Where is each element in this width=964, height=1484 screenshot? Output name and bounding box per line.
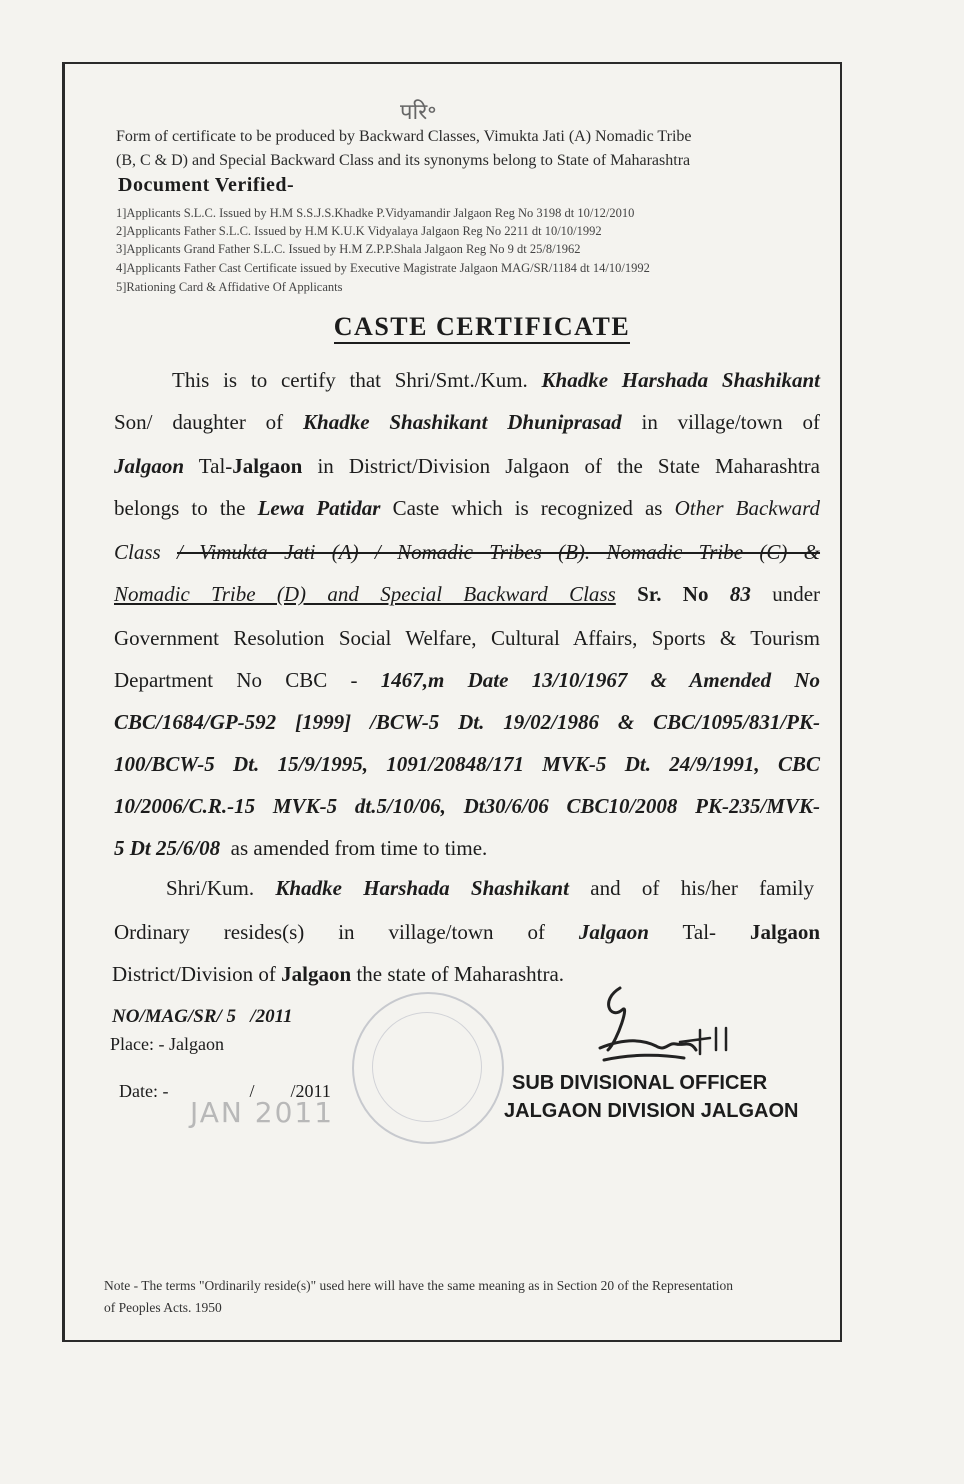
form-line-2: (B, C & D) and Special Backward Class and its synonyms belong to State of Maharashtra <box>116 152 691 169</box>
footnote-line-1: Note - The terms "Ordinarily reside(s)" used here will have the same meaning as in Section 20 of the Representation <box>104 1278 733 1293</box>
faint-date-stamp: JAN 2011 <box>190 1096 335 1129</box>
cert-line-9: CBC/1684/GP-592 [1999] /BCW-5 Dt. 19/02/1986 & CBC/1095/831/PK- <box>114 710 820 734</box>
date-row: Date: - / /2011 <box>119 1081 331 1101</box>
office-seal <box>352 992 504 1144</box>
footnote-line-2: of Peoples Acts. 1950 <box>104 1300 222 1315</box>
cert-line-12: 5 Dt 25/6/08 as amended from time to time. <box>114 836 488 860</box>
cert-line-7: Government Resolution Social Welfare, Cultural Affairs, Sports & Tourism <box>114 626 820 650</box>
document-item: 1]Applicants S.L.C. Issued by H.M S.S.J.S.Khadke P.Vidyamandir Jalgaon Reg No 3198 dt 10/12/2010 <box>116 206 635 220</box>
place-row: Place: - Jalgaon <box>110 1034 224 1054</box>
form-line-1: Form of certificate to be produced by Backward Classes, Vimukta Jati (A) Nomadic Tribe <box>116 128 692 145</box>
cert-line-1: This is to certify that Shri/Smt./Kum. Khadke Harshada Shashikant <box>172 368 820 392</box>
header-hindi-fragment: परि॰ <box>400 100 437 125</box>
document-item: 2]Applicants Father S.L.C. Issued by H.M K.U.K Vidyalaya Jalgaon Reg No 2211 dt 10/10/1992 <box>116 224 602 238</box>
cert-line-3: Jalgaon Tal-Jalgaon in District/Division Jalgaon of the State Maharashtra <box>114 454 820 478</box>
document-item: 4]Applicants Father Cast Certificate issued by Executive Magistrate Jalgaon MAG/SR/1184 dt 14/10/1992 <box>116 261 650 275</box>
documents-heading: Document Verified- <box>118 174 295 196</box>
cert-line-15: District/Division of Jalgaon the state of Maharashtra. <box>112 962 565 986</box>
reference-number: NO/MAG/SR/ 5 /2011 <box>112 1006 293 1027</box>
cert-line-4: belongs to the Lewa Patidar Caste which is recognized as Other Backward <box>114 496 821 520</box>
document-item: 5]Rationing Card & Affidative Of Applicants <box>116 280 343 294</box>
cert-line-5: Class / Vimukta Jati (A) / Nomadic Tribes (B). Nomadic Tribe (C) & <box>114 540 821 564</box>
cert-line-2: Son/ daughter of Khadke Shashikant Dhuniprasad in village/town of <box>114 410 820 434</box>
cert-line-13: Shri/Kum. Khadke Harshada Shashikant and of his/her family <box>166 876 814 900</box>
cert-line-11: 10/2006/C.R.-15 MVK-5 dt.5/10/06, Dt30/6/06 CBC10/2008 PK-235/MVK- <box>114 794 820 818</box>
officer-division: JALGAON DIVISION JALGAON <box>504 1100 799 1122</box>
officer-title: SUB DIVISIONAL OFFICER <box>512 1072 768 1094</box>
certificate-title: CASTE CERTIFICATE <box>0 312 964 342</box>
cert-line-10: 100/BCW-5 Dt. 15/9/1995, 1091/20848/171 MVK-5 Dt. 24/9/1991, CBC <box>114 752 820 776</box>
cert-line-14: Ordinary resides(s) in village/town of Jalgaon Tal- Jalgaon <box>114 920 821 944</box>
cert-line-8: Department No CBC - 1467,m Date 13/10/1967 & Amended No <box>114 668 820 692</box>
document-item: 3]Applicants Grand Father S.L.C. Issued by H.M Z.P.P.Shala Jalgaon Reg No 9 dt 25/8/1962 <box>116 242 581 256</box>
cert-line-6: Nomadic Tribe (D) and Special Backward Class Sr. No 83 under <box>114 582 821 606</box>
